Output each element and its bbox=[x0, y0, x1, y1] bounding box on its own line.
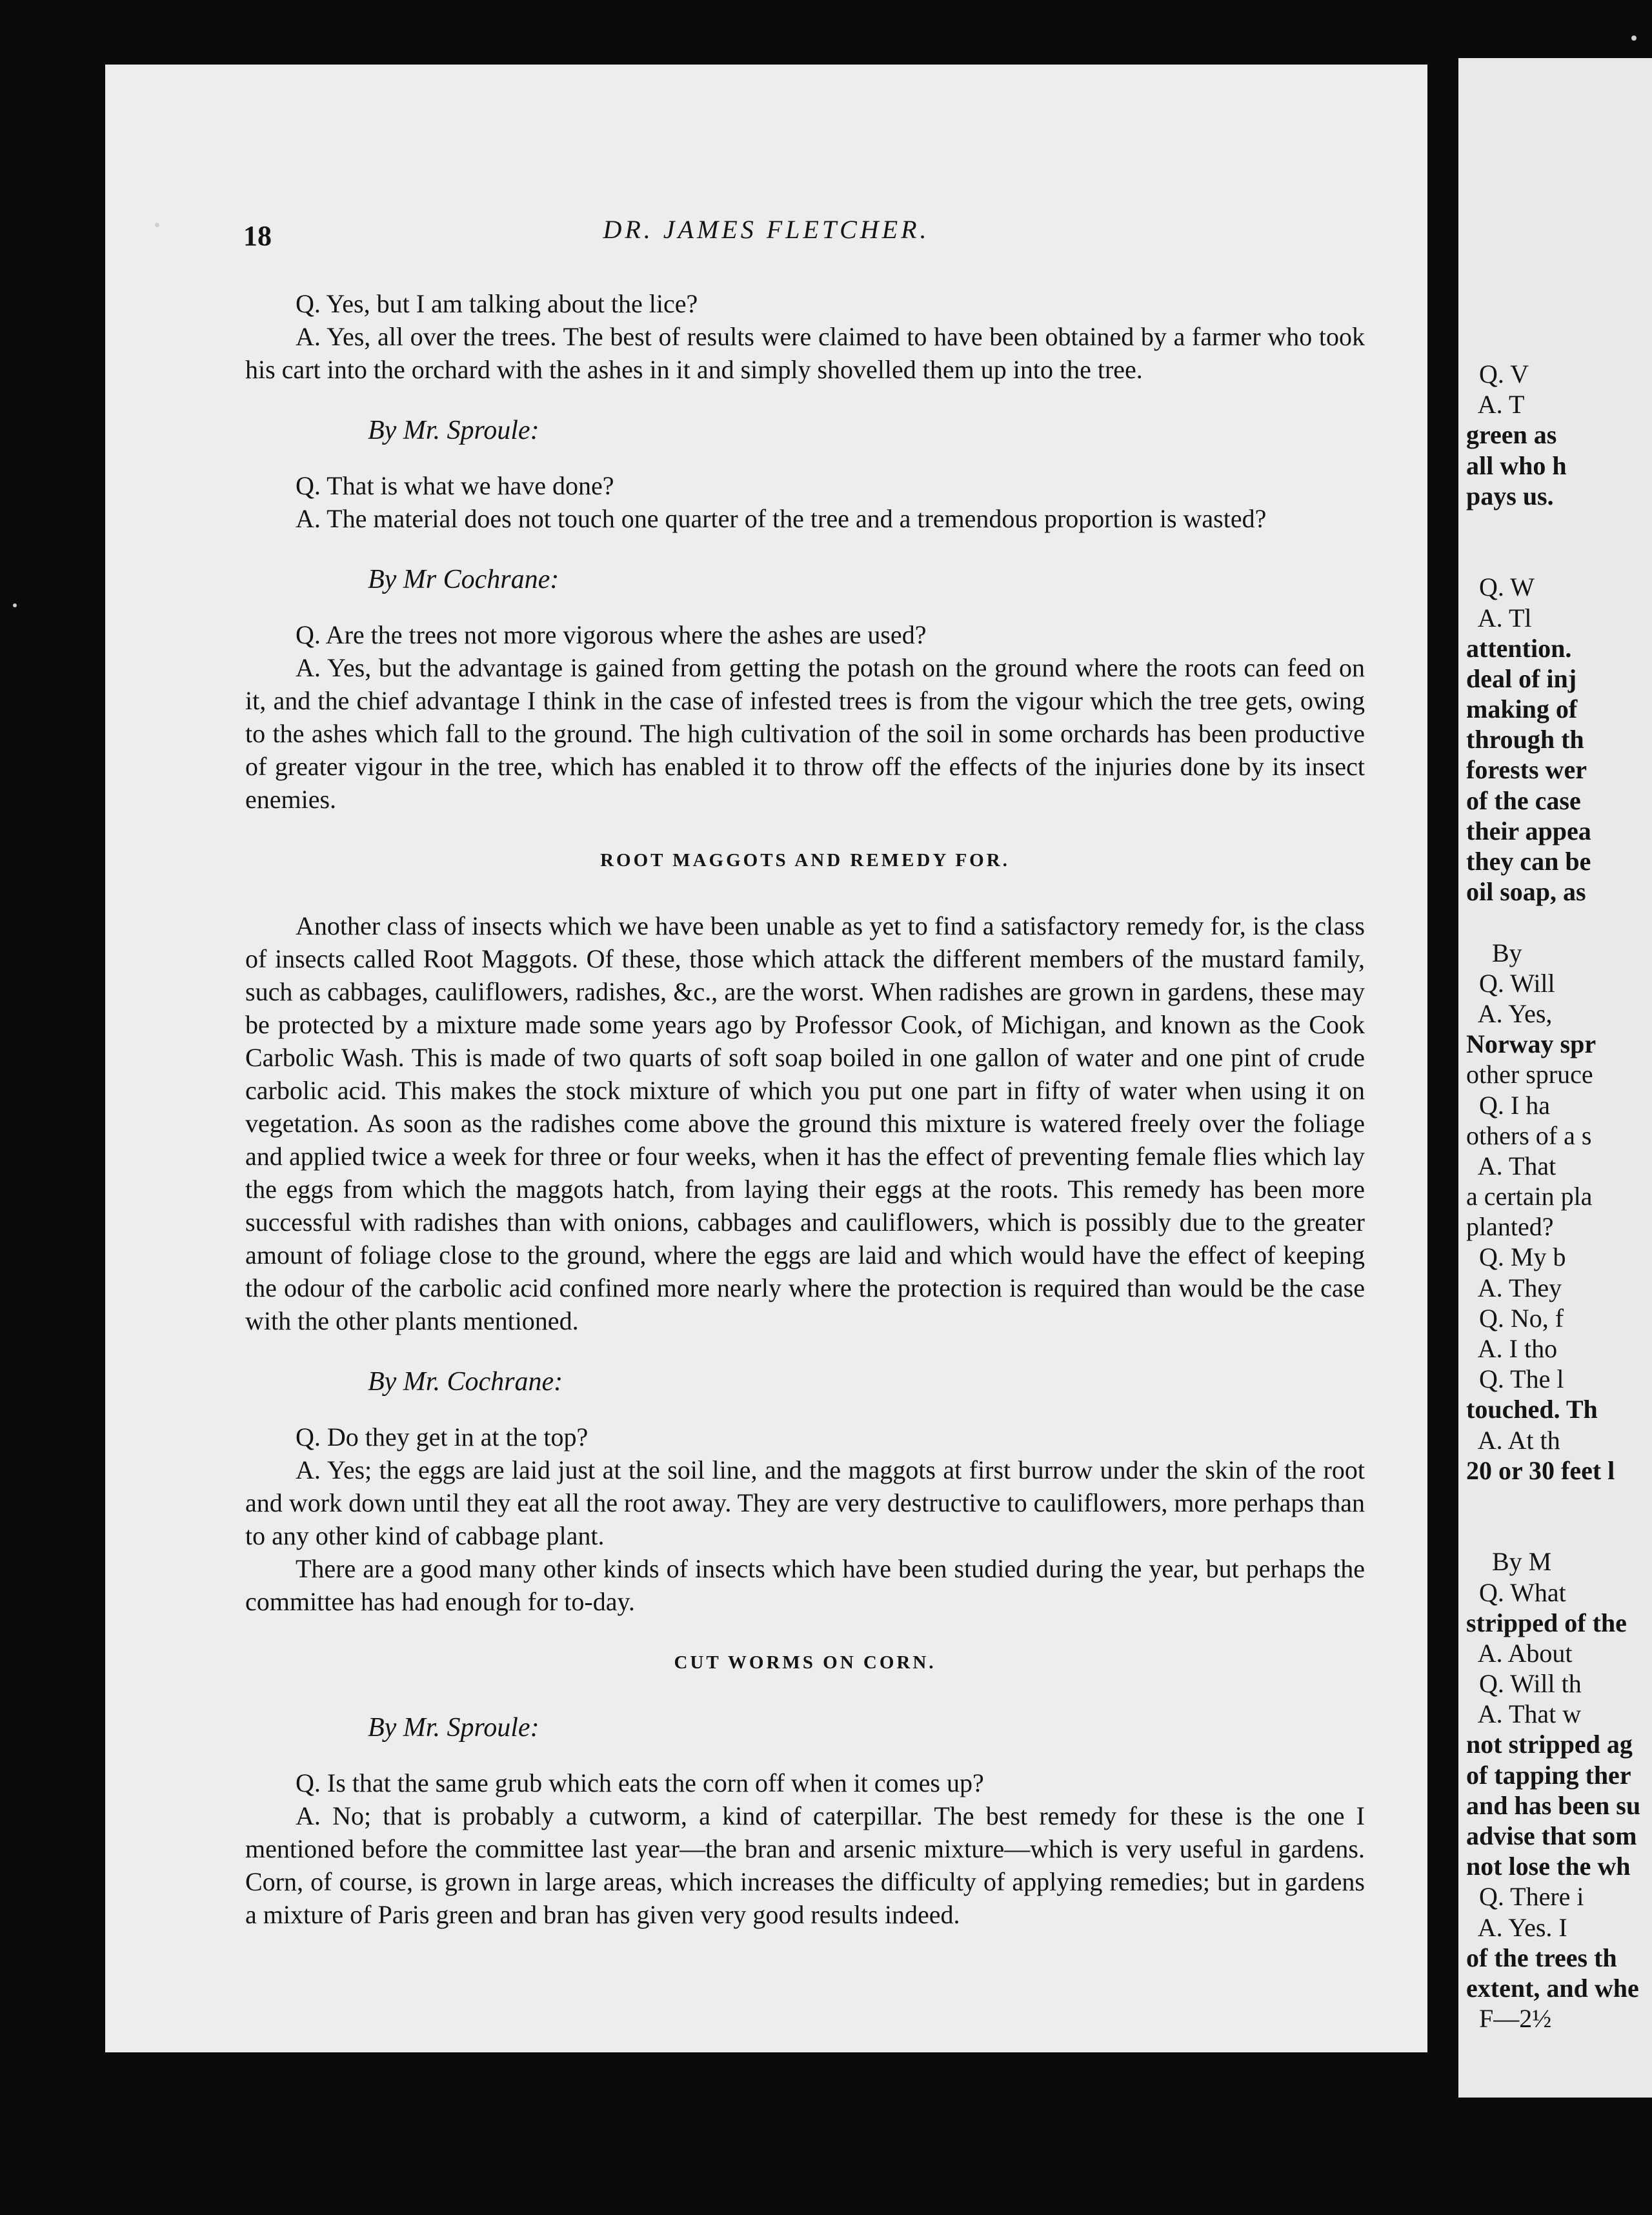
right-page-line: oil soap, as bbox=[1466, 877, 1586, 907]
right-page-line: A. That w bbox=[1466, 1699, 1582, 1729]
right-page-line: not lose the wh bbox=[1466, 1852, 1631, 1881]
right-page-line: Q. W bbox=[1466, 572, 1535, 602]
right-page-line: A. Yes, bbox=[1466, 998, 1553, 1028]
right-page-line: of the case bbox=[1466, 785, 1581, 815]
right-page-line: extent, and whe bbox=[1466, 1973, 1639, 2003]
right-page-line: others of a s bbox=[1466, 1120, 1592, 1150]
right-page-line bbox=[1466, 1486, 1652, 1516]
right-page-line: planted? bbox=[1466, 1212, 1554, 1242]
right-page-line: stripped of the bbox=[1466, 1608, 1627, 1637]
answer-paragraph: A. Yes; the eggs are laid just at the soil line, and the maggots at first burrow under the skin of the root and work down until they eat all the root away. They are very destructive to cauliflowers, more perhaps than to any other kind of cabbage plant. bbox=[245, 1455, 1365, 1550]
right-page-line: their appea bbox=[1466, 816, 1591, 845]
question-paragraph: Q. Do they get in at the top? bbox=[296, 1422, 589, 1451]
right-page-line bbox=[1466, 1516, 1652, 1546]
right-page-line: Q. My b bbox=[1466, 1242, 1566, 1272]
right-page-line: A. Tl bbox=[1466, 603, 1532, 632]
right-page-line: A. They bbox=[1466, 1273, 1562, 1302]
right-page-line: Q. Will bbox=[1466, 968, 1555, 998]
right-page-line bbox=[1466, 511, 1652, 541]
right-page-line: Q. Will th bbox=[1466, 1669, 1582, 1699]
question-paragraph: Q. Is that the same grub which eats the corn off when it comes up? bbox=[296, 1768, 984, 1797]
right-page-line: attention. bbox=[1466, 633, 1572, 663]
right-page-line: A. T bbox=[1466, 390, 1525, 420]
right-page-line: all who h bbox=[1466, 450, 1567, 480]
right-page-line: of the trees th bbox=[1466, 1943, 1617, 1972]
right-page-line: A. I tho bbox=[1466, 1334, 1558, 1363]
right-page-line: Q. V bbox=[1466, 359, 1529, 389]
right-page-line: other spruce bbox=[1466, 1060, 1593, 1089]
speaker-heading: By Mr Cochrane: bbox=[368, 565, 559, 594]
right-page-line: through th bbox=[1466, 725, 1584, 754]
right-page-line: Q. I ha bbox=[1466, 1090, 1550, 1120]
right-page-line: A. Yes. I bbox=[1466, 1912, 1567, 1942]
right-page-line: 20 or 30 feet l bbox=[1466, 1455, 1615, 1485]
answer-paragraph: A. The material does not touch one quarter of the tree and a tremendous proportion is wasted? bbox=[296, 504, 1267, 533]
scan-speck bbox=[13, 603, 17, 607]
right-page-line: Q. There i bbox=[1466, 1882, 1584, 1912]
right-page-line: deal of inj bbox=[1466, 663, 1577, 693]
right-page-line: F—2½ bbox=[1466, 2004, 1552, 2034]
right-page-line: making of bbox=[1466, 694, 1578, 724]
right-page-line: A. About bbox=[1466, 1638, 1573, 1668]
speaker-heading: By Mr. Cochrane: bbox=[368, 1367, 563, 1397]
page-number: 18 bbox=[243, 220, 272, 252]
right-page-line: A. That bbox=[1466, 1151, 1556, 1180]
answer-paragraph: A. No; that is probably a cutworm, a kind of caterpillar. The best remedy for these is the one I mentioned before the committee last year—the bran and arsenic mixture—which is very useful in gardens. Corn, of course, is grown in large areas, which increases the difficulty of applying remedies; but in gardens a mixture of Paris green and bran has given very good results indeed. bbox=[245, 1801, 1365, 1929]
right-page-line: Norway spr bbox=[1466, 1029, 1597, 1059]
right-page-line: of tapping ther bbox=[1466, 1760, 1631, 1790]
right-page-line: Q. What bbox=[1466, 1577, 1566, 1607]
section-heading: ROOT MAGGOTS AND REMEDY FOR. bbox=[600, 850, 1010, 871]
body-paragraph: Another class of insects which we have been unable as yet to find a satisfactory remedy for, is the class of insects called Root Maggots. Of these, those which attack the different members of the mustard family, such as cabbages, cauliflowers, radishes, &c., are the worst. When radishes are grown in gardens, these may be protected by a mixture made some years ago by Professor Cook, of Michigan, and known as the Cook Carbolic Wash. This is made of two quarts of soft soap boiled in one gallon of water and one pint of crude carbolic acid. This makes the stock mixture of which you put one part in fifty of water when using it on vegetation. As soon as the radishes come above the ground this mixture is watered freely over the foliage and applied twice a week for three or four weeks, when it has the effect of preventing female flies which lay the eggs from which the maggots hatch, from laying their eggs at the roots. This remedy has been more successful with radishes than with onions, cabbages and cauliflowers, which is possibly due to the greater amount of foliage close to the ground, where the eggs are laid and which would have the effect of keeping the odour of the carbolic acid confined more nearly where the protection is required than would be the case with the other plants mentioned. bbox=[245, 911, 1365, 1335]
right-page-line: By M bbox=[1466, 1547, 1552, 1577]
section-heading: CUT WORMS ON CORN. bbox=[674, 1652, 936, 1673]
question-paragraph: Q. Yes, but I am talking about the lice? bbox=[296, 289, 698, 318]
right-page-line: touched. Th bbox=[1466, 1395, 1598, 1424]
speaker-heading: By Mr. Sproule: bbox=[368, 1713, 539, 1743]
right-page-line: A. At th bbox=[1466, 1425, 1560, 1455]
answer-paragraph: A. Yes, but the advantage is gained from getting the potash on the ground where the roots can feed on it, and the chief advantage I think in the case of infested trees is from the vigour which the tree gets, owing to the ashes which fall to the ground. The high cultivation of the soil in some orchards has been productive of greater vigour in the tree, which has enabled it to throw off the effects of the injuries done by its insect enemies. bbox=[245, 653, 1365, 814]
right-page-line: and has been su bbox=[1466, 1790, 1641, 1820]
left-page-body bbox=[245, 287, 1365, 1931]
right-page-line: advise that som bbox=[1466, 1821, 1637, 1850]
body-paragraph: There are a good many other kinds of insects which have been studied during the year, but perhaps the committee has had enough for to-day. bbox=[245, 1554, 1365, 1616]
scan-speck bbox=[1631, 35, 1637, 41]
right-page-line: forests wer bbox=[1466, 755, 1587, 785]
right-page-line bbox=[1466, 541, 1652, 572]
right-page-line: a certain pla bbox=[1466, 1182, 1593, 1211]
right-page-line: Q. The l bbox=[1466, 1364, 1564, 1394]
right-page-line: pays us. bbox=[1466, 481, 1554, 511]
right-page-line: By bbox=[1466, 938, 1522, 967]
right-page-line bbox=[1466, 907, 1652, 937]
right-page-line: green as bbox=[1466, 420, 1557, 450]
right-page-line: Q. No, f bbox=[1466, 1303, 1564, 1333]
question-paragraph: Q. Are the trees not more vigorous where the ashes are used? bbox=[296, 620, 927, 649]
running-head: DR. JAMES FLETCHER. bbox=[603, 215, 930, 244]
answer-paragraph: A. Yes, all over the trees. The best of results were claimed to have been obtained by a farmer who took his cart into the orchard with the ashes in it and simply shovelled them up into the tree. bbox=[245, 322, 1365, 384]
book-gutter bbox=[1427, 58, 1458, 2085]
right-page-line: not stripped ag bbox=[1466, 1730, 1633, 1759]
question-paragraph: Q. That is what we have done? bbox=[296, 471, 614, 500]
speaker-heading: By Mr. Sproule: bbox=[368, 416, 539, 445]
right-page-line: they can be bbox=[1466, 847, 1591, 876]
right-page-fragments bbox=[1466, 359, 1652, 2034]
